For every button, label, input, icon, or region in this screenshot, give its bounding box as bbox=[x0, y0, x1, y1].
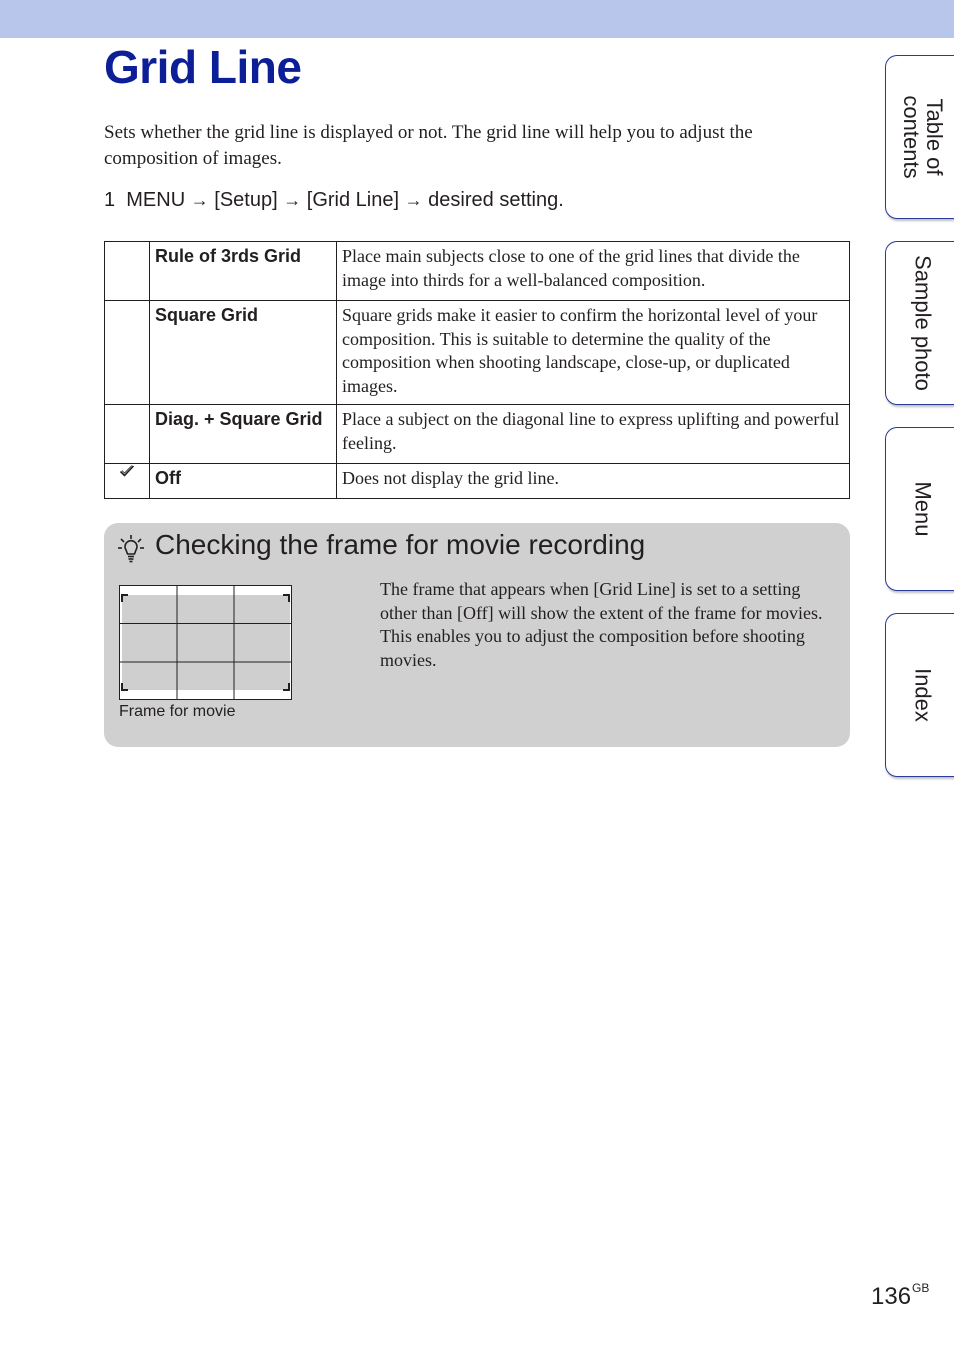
setting-name: Square Grid bbox=[150, 301, 337, 405]
setting-name: Rule of 3rds Grid bbox=[150, 242, 337, 301]
default-marker-cell bbox=[105, 242, 150, 301]
step-menu: MENU bbox=[126, 189, 186, 211]
setting-name: Off bbox=[150, 464, 337, 499]
setting-description: Place main subjects close to one of the grid lines that divide the image into thirds for a well-balanced composition. bbox=[337, 242, 850, 301]
tab-sample-photo[interactable] bbox=[885, 241, 954, 405]
step-desired-setting: desired setting. bbox=[428, 189, 564, 211]
arrow-icon: → bbox=[190, 190, 209, 210]
step-number: 1 bbox=[104, 189, 116, 211]
page-number bbox=[871, 1281, 929, 1311]
tab-label: Table of contents bbox=[899, 95, 947, 179]
page-number-value: 136 bbox=[871, 1283, 912, 1310]
table-row bbox=[105, 301, 850, 405]
frame-caption: Frame for movie bbox=[119, 703, 236, 720]
setting-description: Square grids make it easier to confirm the horizontal level of your composition. This is suitable to determine the quality of the composition when shooting landscape, close-up, or duplicated images. bbox=[337, 301, 850, 405]
setting-description: Does not display the grid line. bbox=[337, 464, 850, 499]
tab-label: Menu bbox=[910, 481, 936, 537]
arrow-icon: → bbox=[283, 190, 302, 210]
header-bar bbox=[0, 0, 954, 38]
page-number-suffix: GB bbox=[912, 1281, 930, 1295]
checkmark-icon bbox=[119, 464, 135, 478]
tab-menu[interactable] bbox=[885, 427, 954, 591]
default-marker-cell bbox=[105, 464, 150, 499]
menu-step bbox=[104, 189, 564, 212]
setting-description: Place a subject on the diagonal line to express uplifting and powerful feeling. bbox=[337, 405, 850, 464]
tip-text: The frame that appears when [Grid Line] is set to a setting other than [Off] will show the extent of the frame for movies. This enables you to adjust the composition before shooting movies. bbox=[380, 579, 823, 670]
tab-label: Index bbox=[910, 668, 936, 722]
tip-title: Checking the frame for movie recording bbox=[155, 529, 646, 560]
setting-name: Diag. + Square Grid bbox=[150, 405, 337, 464]
tab-index[interactable] bbox=[885, 613, 954, 777]
movie-frame-figure bbox=[119, 585, 293, 701]
default-marker-cell bbox=[105, 301, 150, 405]
default-marker-cell bbox=[105, 405, 150, 464]
table-row bbox=[105, 242, 850, 301]
table-row bbox=[105, 405, 850, 464]
step-grid-line: [Grid Line] bbox=[306, 189, 400, 211]
lightbulb-icon bbox=[117, 534, 147, 564]
settings-table bbox=[104, 241, 850, 499]
tip-box bbox=[104, 523, 850, 747]
tab-label: Sample photo bbox=[910, 255, 936, 391]
table-row bbox=[105, 464, 850, 499]
step-setup: [Setup] bbox=[214, 189, 278, 211]
tab-table-of-contents[interactable] bbox=[885, 55, 954, 219]
page-title: Grid Line bbox=[104, 41, 302, 93]
arrow-icon: → bbox=[404, 190, 423, 210]
intro-text: Sets whether the grid line is displayed or not. The grid line will help you to adjust the composition of images. bbox=[104, 122, 753, 169]
